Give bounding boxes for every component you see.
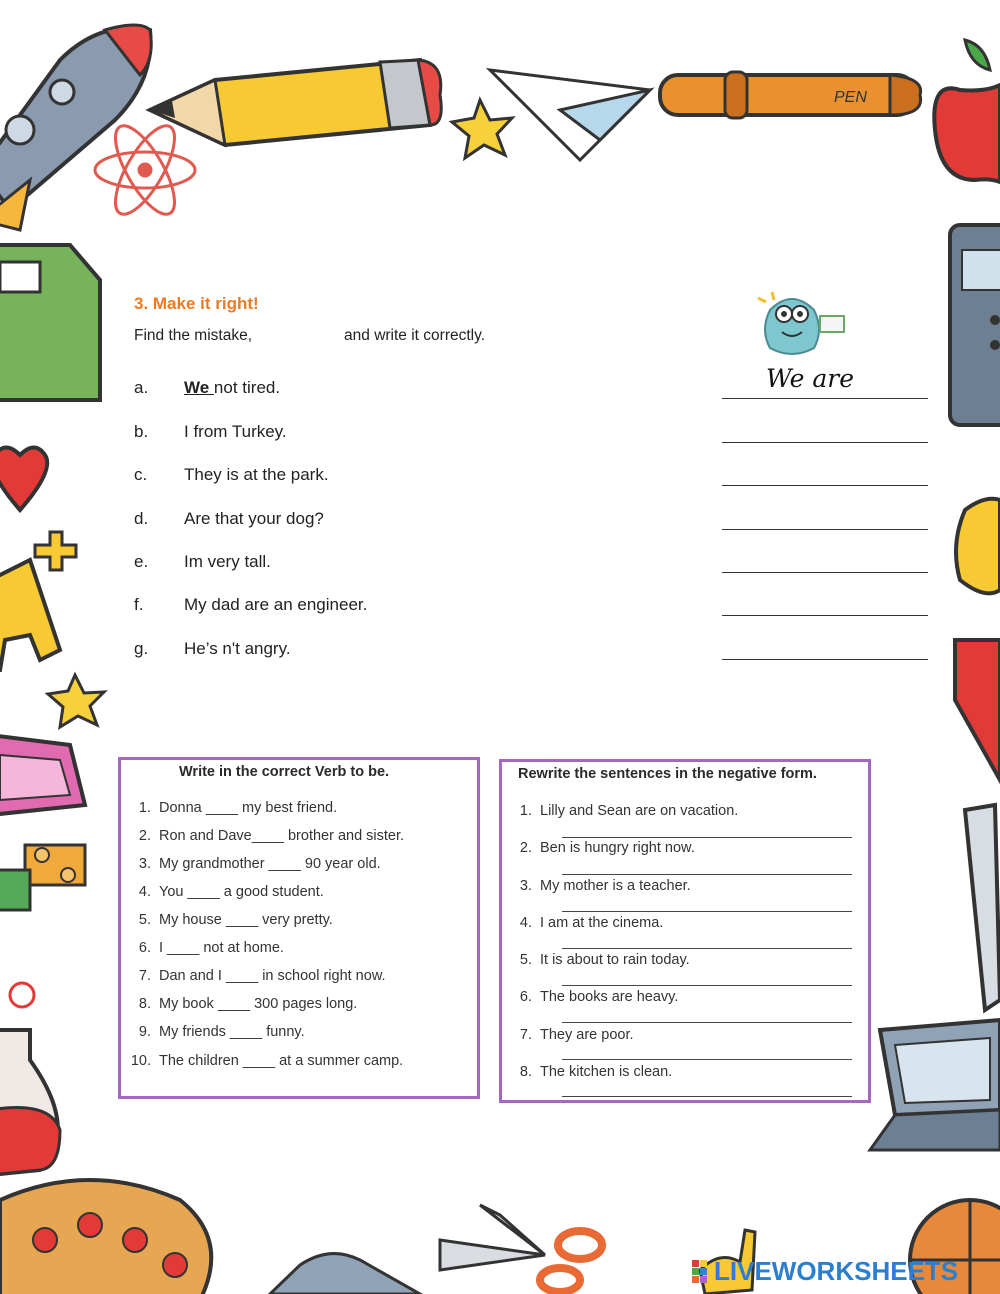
liveworksheets-logo <box>690 1254 990 1286</box>
negative-answer-line[interactable] <box>562 948 852 949</box>
line-text: My grandmother ____ 90 year old. <box>159 856 381 872</box>
negative-answer-line[interactable] <box>562 985 852 986</box>
exercise-item-b <box>134 422 934 446</box>
answer-field[interactable] <box>722 659 928 660</box>
instruction-part-2: and write it correctly. <box>344 327 486 344</box>
line-number: 2. <box>138 828 151 844</box>
negative-line <box>506 915 663 931</box>
instruction-part-1: Find the mistake, <box>134 327 253 344</box>
item-letter: b. <box>134 422 149 441</box>
line-text: You ____ a good student. <box>159 884 324 900</box>
line-text: My friends ____ funny. <box>159 1024 305 1040</box>
exercise-item-g <box>134 639 934 663</box>
section-instruction <box>134 327 485 345</box>
negative-answer-line[interactable] <box>562 1059 852 1060</box>
item-sentence: They is at the park. <box>184 465 329 484</box>
ruler-icon <box>965 805 1000 1010</box>
calculator-icon <box>950 225 1000 425</box>
monster-mascot-icon <box>752 290 852 362</box>
negative-line <box>506 878 691 894</box>
negative-line <box>506 840 695 856</box>
paintbrush-icon <box>270 1254 420 1294</box>
verb-line <box>125 968 386 984</box>
line-number: 5. <box>519 952 532 968</box>
exercise-item-a <box>134 364 934 402</box>
line-number: 1. <box>519 803 532 819</box>
item-letter: c. <box>134 465 148 484</box>
item-letter: g. <box>134 639 149 658</box>
exercise-item-d <box>134 509 934 533</box>
line-number: 6. <box>138 940 151 956</box>
line-text: My book ____ 300 pages long. <box>159 996 358 1012</box>
line-number: 7. <box>138 968 151 984</box>
line-text: My mother is a teacher. <box>540 878 691 894</box>
atom-icon <box>95 118 195 223</box>
mistake-underline: We <box>184 378 214 397</box>
negative-answer-line[interactable] <box>562 1096 852 1097</box>
line-number: 1. <box>138 800 151 816</box>
item-letter: a. <box>134 378 149 397</box>
number-three-badge-icon <box>956 499 1000 594</box>
negative-answer-line[interactable] <box>562 874 852 875</box>
answer-value[interactable]: We are <box>766 364 855 393</box>
negative-line <box>506 952 690 968</box>
line-text: Dan and I ____ in school right now. <box>159 968 386 984</box>
negative-answer-line[interactable] <box>562 837 852 838</box>
line-text: The children ____ at a summer camp. <box>159 1053 404 1069</box>
star-icon <box>452 100 512 158</box>
verb-line <box>125 996 357 1012</box>
negative-line <box>506 989 678 1005</box>
verb-line <box>125 940 284 956</box>
line-number: 10. <box>130 1053 151 1069</box>
item-sentence: He’s n't angry. <box>184 639 291 658</box>
line-number: 9. <box>138 1024 151 1040</box>
item-letter: f. <box>134 595 144 614</box>
line-text: Donna ____ my best friend. <box>159 800 338 816</box>
line-number: 2. <box>519 840 532 856</box>
star-icon-left <box>48 675 104 727</box>
item-sentence: My dad are an engineer. <box>184 595 368 614</box>
pencil-icon <box>150 60 441 145</box>
negative-line <box>506 1064 672 1080</box>
scissors-icon <box>440 1205 602 1292</box>
line-number: 7. <box>519 1027 532 1043</box>
verb-line <box>125 912 333 928</box>
book-icon <box>0 245 100 400</box>
item-sentence <box>184 378 280 398</box>
pen-label: PEN <box>834 89 867 106</box>
verb-line <box>125 1053 403 1069</box>
line-number: 8. <box>519 1064 532 1080</box>
verb-line <box>125 828 404 844</box>
paper-plane-icon <box>490 70 650 160</box>
line-number: 4. <box>138 884 151 900</box>
paint-palette-icon <box>0 1180 211 1294</box>
line-text: Ben is hungry right now. <box>540 840 695 856</box>
item-sentence: I from Turkey. <box>184 422 287 441</box>
item-sentence: Im very tall. <box>184 552 271 571</box>
heart-icon <box>0 448 47 511</box>
line-text: The kitchen is clean. <box>540 1064 673 1080</box>
line-text: They are poor. <box>540 1027 634 1043</box>
answer-field[interactable] <box>722 442 928 443</box>
negative-line <box>506 803 738 819</box>
pen-icon <box>660 72 921 118</box>
lego-brick-icon <box>0 845 85 910</box>
verb-line <box>125 1024 305 1040</box>
exercise-item-f <box>134 595 934 619</box>
verb-line <box>125 856 381 872</box>
negative-answer-line[interactable] <box>562 1022 852 1023</box>
section-title: 3. Make it right! <box>134 294 259 313</box>
line-text: It is about to rain today. <box>540 952 690 968</box>
flask-icon <box>0 983 60 1175</box>
verb-box-title: Write in the correct Verb to be. <box>179 764 390 780</box>
line-number: 3. <box>138 856 151 872</box>
apple-icon <box>934 40 1000 182</box>
answer-field[interactable] <box>722 572 928 573</box>
line-number: 8. <box>138 996 151 1012</box>
line-number: 3. <box>519 878 532 894</box>
negative-line <box>506 1027 634 1043</box>
exercise-item-e <box>134 552 934 576</box>
line-number: 5. <box>138 912 151 928</box>
exercise-item-c <box>134 465 934 489</box>
line-text: Lilly and Sean are on vacation. <box>540 803 739 819</box>
item-letter: e. <box>134 552 149 571</box>
line-number: 4. <box>519 915 532 931</box>
line-text: My house ____ very pretty. <box>159 912 333 928</box>
line-number: 6. <box>519 989 532 1005</box>
answer-field[interactable] <box>722 485 928 486</box>
item-sentence-rest: not tired. <box>213 378 281 397</box>
set-square-icon <box>955 640 1000 780</box>
brand-text: LIVEWORKSHEETS <box>714 1256 959 1286</box>
plus-icon <box>35 532 76 570</box>
letter-a-icon <box>0 560 60 670</box>
verb-to-be-box <box>118 757 480 1099</box>
verb-line <box>125 800 337 816</box>
line-text: Ron and Dave____ brother and sister. <box>159 828 405 844</box>
item-letter: d. <box>134 509 149 528</box>
answer-field[interactable] <box>722 398 928 399</box>
laptop-icon <box>0 735 85 815</box>
line-text: The books are heavy. <box>540 989 679 1005</box>
answer-field[interactable] <box>722 615 928 616</box>
negative-form-box <box>499 759 871 1103</box>
negative-box-title: Rewrite the sentences in the negative form. <box>518 766 817 782</box>
answer-field[interactable] <box>722 529 928 530</box>
laptop-icon-right <box>870 1020 1000 1150</box>
item-sentence: Are that your dog? <box>184 509 324 528</box>
line-text: I ____ not at home. <box>159 940 284 956</box>
verb-line <box>125 884 324 900</box>
negative-answer-line[interactable] <box>562 911 852 912</box>
line-text: I am at the cinema. <box>540 915 664 931</box>
